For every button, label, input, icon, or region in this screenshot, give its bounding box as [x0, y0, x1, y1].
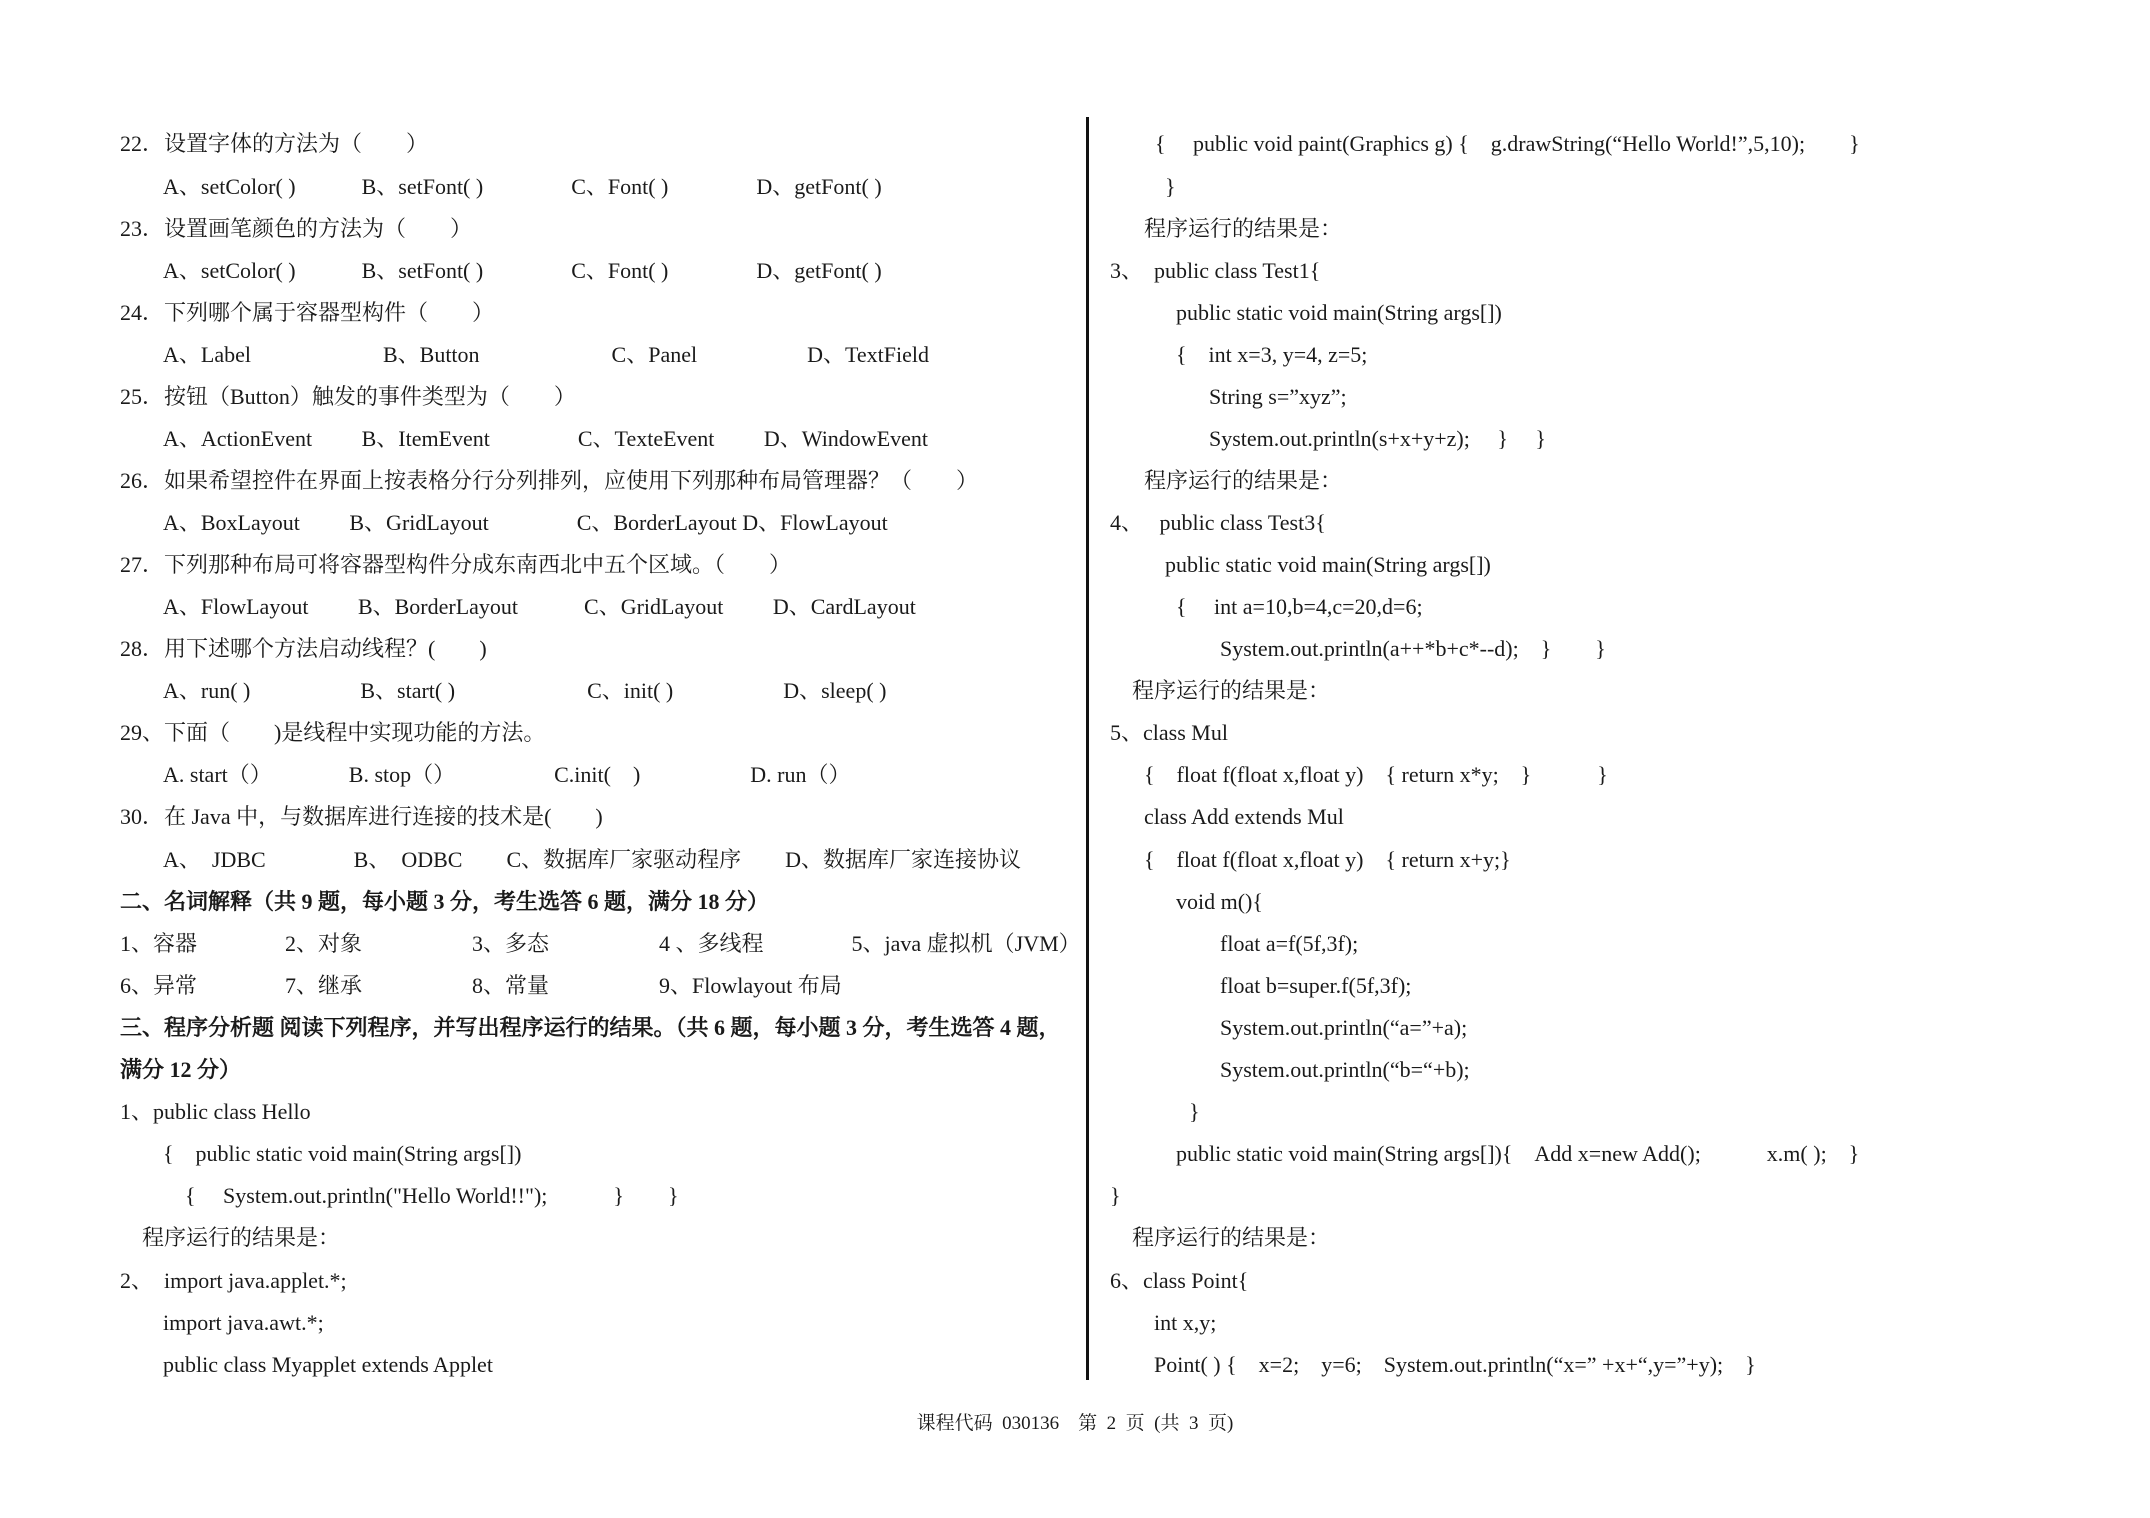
program-4-line-2: public static void main(String args[]) — [1165, 552, 1491, 577]
program-4-result-label: 程序运行的结果是： — [1132, 678, 1331, 703]
program-5-line-1: 5、class Mul — [1110, 720, 1228, 745]
program-6-line-2: int x,y; — [1154, 1310, 1217, 1335]
program-1-result-label: 程序运行的结果是： — [142, 1225, 341, 1250]
program-5-line-2: { float f(float x,float y) { return x*y; } } — [1144, 762, 1608, 787]
program-5-line-11: public static void main(String args[]){ Add x=new Add(); x.m( ); } — [1176, 1141, 1860, 1166]
question-27: 27．下列那种布局可将容器型构件分成东南西北中五个区域。（ ） — [120, 552, 792, 577]
program-4-line-4: System.out.println(a++*b+c*--d); } } — [1220, 636, 1606, 661]
program-2-line-5: } — [1165, 174, 1176, 199]
program-5-line-3: class Add extends Mul — [1144, 804, 1344, 829]
program-4-line-3: { int a=10,b=4,c=20,d=6; — [1176, 594, 1423, 619]
options-30: A、 JDBC B、 ODBC C、数据库厂家驱动程序 D、数据库厂家连接协议 — [163, 847, 1022, 872]
program-1-line-1: 1、public class Hello — [120, 1099, 311, 1124]
program-3-line-5: System.out.println(s+x+y+z); } } — [1209, 426, 1546, 451]
question-23: 23．设置画笔颜色的方法为（ ） — [120, 216, 473, 241]
options-23: A、setColor( ) B、setFont( ) C、Font( ) D、getFont( ) — [163, 258, 882, 283]
program-3-line-4: String s=”xyz”; — [1209, 384, 1347, 409]
program-5-line-8: System.out.println(“a=”+a); — [1220, 1015, 1468, 1040]
program-5-line-4: { float f(float x,float y) { return x+y;} — [1144, 847, 1511, 872]
options-24: A、Label B、Button C、Panel D、TextField — [163, 342, 929, 367]
terms-row-1: 1、容器 2、对象 3、多态 4 、多线程 5、java 虚拟机（JVM） — [120, 931, 1081, 956]
question-26: 26．如果希望控件在界面上按表格分行分列排列，应使用下列那种布局管理器？（ ） — [120, 468, 979, 493]
program-5-result-label: 程序运行的结果是： — [1132, 1225, 1331, 1250]
program-6-line-1: 6、class Point{ — [1110, 1268, 1249, 1293]
program-2-line-1: 2、 import java.applet.*; — [120, 1268, 347, 1293]
options-27: A、FlowLayout B、BorderLayout C、GridLayout D、CardLayout — [163, 594, 916, 619]
options-26: A、BoxLayout B、GridLayout C、BorderLayout D、FlowLayout — [163, 510, 888, 535]
program-3-line-1: 3、 public class Test1{ — [1110, 258, 1321, 283]
question-22: 22．设置字体的方法为（ ） — [120, 131, 429, 156]
options-25: A、ActionEvent B、ItemEvent C、TexteEvent D、WindowEvent — [163, 426, 929, 451]
section-3-heading-cont: 满分 12 分） — [120, 1057, 242, 1082]
question-30: 30．在 Java 中，与数据库进行连接的技术是( ) — [120, 804, 603, 829]
program-2-result-label: 程序运行的结果是： — [1144, 216, 1343, 241]
program-3-line-2: public static void main(String args[]) — [1176, 300, 1502, 325]
program-5-line-10: } — [1189, 1099, 1200, 1124]
terms-row-2: 6、异常 7、继承 8、常量 9、Flowlayout 布局 — [120, 973, 842, 998]
program-2-line-3: public class Myapplet extends Applet — [163, 1352, 493, 1377]
program-5-line-5: void m(){ — [1176, 889, 1263, 914]
question-24: 24．下列哪个属于容器型构件（ ） — [120, 300, 495, 325]
program-3-result-label: 程序运行的结果是： — [1144, 468, 1343, 493]
program-5-line-6: float a=f(5f,3f); — [1220, 931, 1359, 956]
section-2-heading: 二、名词解释（共 9 题，每小题 3 分，考生选答 6 题，满分 18 分） — [120, 889, 770, 914]
program-5-line-7: float b=super.f(5f,3f); — [1220, 973, 1412, 998]
program-2-line-2: import java.awt.*; — [163, 1310, 324, 1335]
program-4-line-1: 4、 public class Test3{ — [1110, 510, 1326, 535]
question-29: 29、下面（ )是线程中实现功能的方法。 — [120, 720, 546, 745]
options-28: A、run( ) B、start( ) C、init( ) D、sleep( ) — [163, 678, 887, 703]
question-25: 25．按钮（Button）触发的事件类型为（ ） — [120, 384, 576, 409]
program-2-line-4: { public void paint(Graphics g) { g.drawString(“Hello World!”,5,10); } — [1155, 131, 1860, 156]
program-5-line-9: System.out.println(“b=“+b); — [1220, 1057, 1470, 1082]
program-1-line-2: { public static void main(String args[]) — [163, 1141, 522, 1166]
program-3-line-3: { int x=3, y=4, z=5; — [1176, 342, 1368, 367]
program-5-line-12: } — [1110, 1183, 1121, 1208]
program-1-line-3: { System.out.println("Hello World!!"); } } — [185, 1183, 679, 1208]
column-divider — [1086, 117, 1089, 1380]
options-22: A、setColor( ) B、setFont( ) C、Font( ) D、getFont( ) — [163, 174, 882, 199]
question-28: 28．用下述哪个方法启动线程？( ) — [120, 636, 487, 661]
page-footer: 课程代码 030136 第 2 页 (共 3 页) — [916, 1413, 1234, 1434]
section-3-heading: 三、程序分析题 阅读下列程序，并写出程序运行的结果。（共 6 题，每小题 3 分，考生选答 4 题， — [120, 1015, 1061, 1040]
options-29: A. start（） B. stop（） C.init( ) D. run（） — [163, 762, 851, 787]
program-6-line-3: Point( ) { x=2; y=6; System.out.println(“x=” +x+“,y=”+y); } — [1154, 1352, 1756, 1377]
